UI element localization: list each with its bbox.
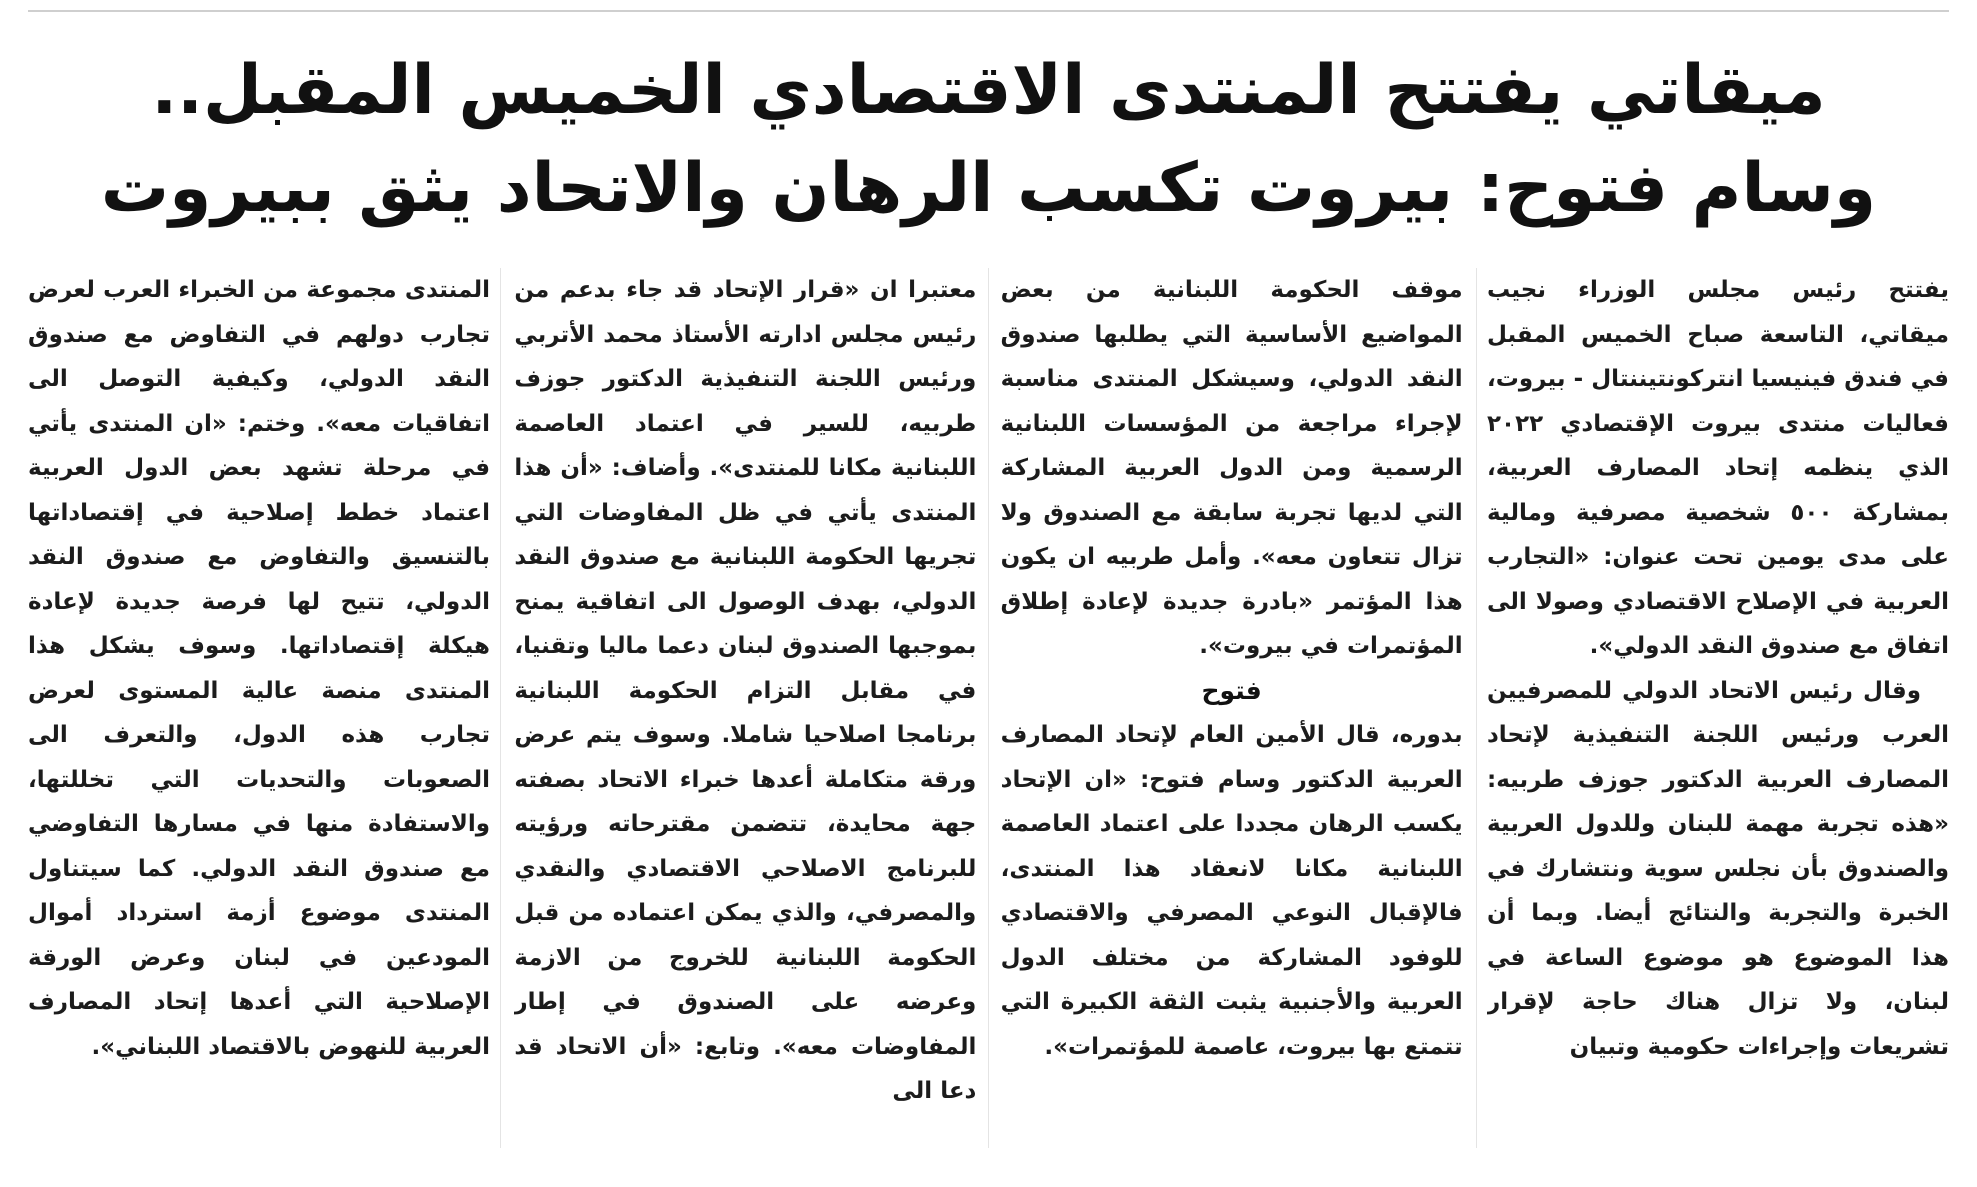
column-2 [1001,268,1463,1168]
paragraph: يفتتح رئيس مجلس الوزراء نجيب ميقاتي، التاسعة صباح الخميس المقبل في فندق فينيسيا انتركونتيننتال - بيروت، فعاليات منتدى بيروت الإقتصادي ٢٠٢٢ الذي ينظمه إتحاد المصارف العربية، بمشاركة ٥٠٠ شخصية مصرفية ومالية على مدى يومين تحت عنوان: «التجارب العربية في الإصلاح الاقتصادي وصولا الى اتفاق مع صندوق النقد الدولي». [1487,277,1949,659]
top-rule [28,10,1949,12]
paragraph: معتبرا ان «قرار الإتحاد قد جاء بدعم من رئيس مجلس ادارته الأستاذ محمد الأتربي ورئيس اللجنة التنفيذية الدكتور جوزف طربيه، للسير في اعتماد العاصمة اللبنانية مكانا للمنتدى». وأضاف: «أن هذا المنتدى يأتي في ظل المفاوضات التي تجريها الحكومة اللبنانية مع صندوق النقد الدولي، بهدف الوصول الى اتفاقية يمنح بموجبها الصندوق لبنان دعما ماليا وتقنيا، في مقابل التزام الحكومة اللبنانية برنامجا اصلاحيا شاملا. وسوف يتم عرض ورقة متكاملة أعدها خبراء الاتحاد بصفته جهة محايدة، تتضمن مقترحاته ورؤيته للبرنامج الاصلاحي الاقتصادي والنقدي والمصرفي، والذي يمكن اعتماده من قبل الحكومة اللبنانية للخروج من الازمة وعرضه على الصندوق في إطار المفاوضات معه». وتابع: «أن الاتحاد قد دعا الى [514,277,977,1104]
subheading: فتوح [1201,675,1262,705]
paragraph: بدوره، قال الأمين العام لإتحاد المصارف العربية الدكتور وسام فتوح: «ان الإتحاد يكسب الرهان مجددا على اعتماد العاصمة اللبنانية مكانا لانعقاد هذا المنتدى، فالإقبال النوعي المصرفي والاقتصادي للوفود المشاركة من مختلف الدول العربية والأجنبية يثبت الثقة الكبيرة التي تتمتع بها بيروت، عاصمة للمؤتمرات». [1000,722,1463,1060]
paragraph: موقف الحكومة اللبنانية من بعض المواضيع الأساسية التي يطلبها صندوق النقد الدولي، وسيشكل المنتدى مناسبة لإجراء مراجعة من المؤسسات اللبنانية الرسمية ومن الدول العربية المشاركة التي لديها تجربة سابقة مع الصندوق ولا تزال تتعاون معه». وأمل طربيه ان يكون هذا المؤتمر «بادرة جديدة لإعادة إطلاق المؤتمرات في بيروت». [1000,277,1463,659]
headline-line-1: ميقاتي يفتتح المنتدى الاقتصادي الخميس المقبل.. [151,51,1826,130]
article-body [28,268,1949,1168]
headline [40,42,1937,238]
column-3 [514,268,976,1168]
paragraph: المنتدى مجموعة من الخبراء العرب لعرض تجارب دولهم في التفاوض مع صندوق النقد الدولي، وكيفية التوصل الى اتفاقيات معه». وختم: «ان المنتدى يأتي في مرحلة تشهد بعض الدول العربية اعتماد خطط إصلاحية في إقتصاداتها بالتنسيق والتفاوض مع صندوق النقد الدولي، تتيح لها فرصة جديدة لإعادة هيكلة إقتصاداتها. وسوف يشكل هذا المنتدى منصة عالية المستوى لعرض تجارب هذه الدول، والتعرف الى الصعوبات والتحديات التي تخللتها، والاستفادة منها في مسارها التفاوضي مع صندوق النقد الدولي. كما سيتناول المنتدى موضوع أزمة استرداد أموال المودعين في لبنان وعرض الورقة الإصلاحية التي أعدها إتحاد المصارف العربية للنهوض بالاقتصاد اللبناني». [28,277,491,1060]
column-1 [1487,268,1949,1168]
paragraph: وقال رئيس الاتحاد الدولي للمصرفيين العرب ورئيس اللجنة التنفيذية لإتحاد المصارف العربية الدكتور جوزف طربيه: «هذه تجربة مهمة للبنان وللدول العربية والصندوق بأن نجلس سوية ونتشارك في الخبرة والتجربة والنتائج أيضا. وبما أن هذا الموضوع هو موضوع الساعة في لبنان، ولا تزال هناك حاجة لإقرار تشريعات وإجراءات حكومية وتبيان [1487,677,1949,1060]
column-4 [28,268,490,1168]
headline-line-2: وسام فتوح: بيروت تكسب الرهان والاتحاد يثق ببيروت [100,149,1877,228]
